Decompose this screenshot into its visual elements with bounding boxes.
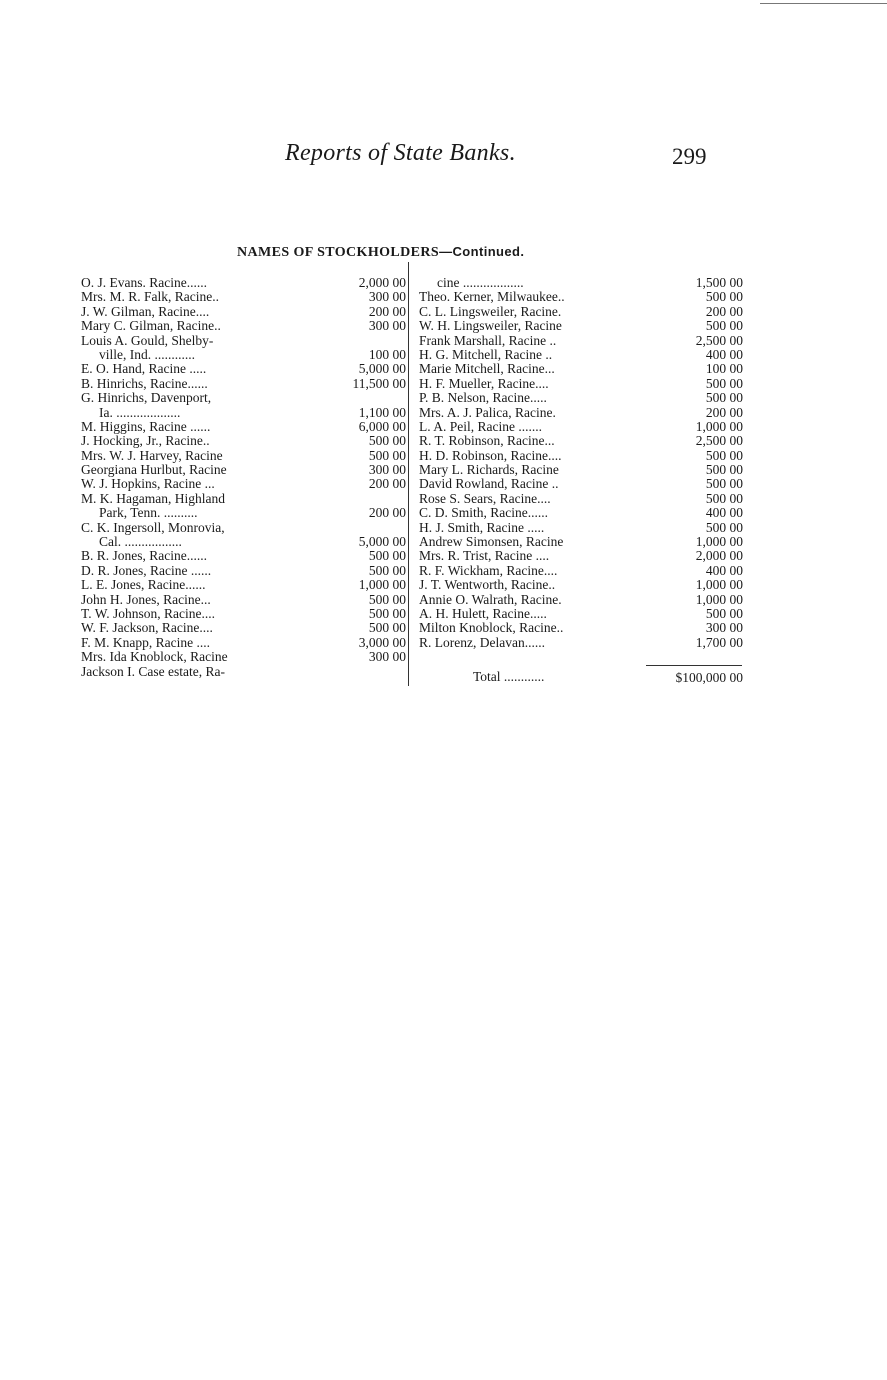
stockholder-amount: 300 00 (368, 318, 406, 334)
stockholder-amount: 1,000 00 (695, 577, 743, 593)
stockholder-amount: 300 00 (368, 649, 406, 665)
stockholder-name: Mrs. Ida Knoblock, Racine (81, 649, 228, 665)
stockholder-amount: 500 00 (368, 447, 406, 463)
stockholder-name: T. W. Johnson, Racine.... (81, 605, 215, 621)
stockholder-amount: 200 00 (368, 505, 406, 521)
stockholder-name: H. G. Mitchell, Racine .. (419, 346, 553, 362)
stockholder-name: F. M. Knapp, Racine .... (81, 634, 211, 650)
stockholder-name: R. Lorenz, Delavan...... (419, 634, 545, 650)
stockholder-amount: 500 00 (705, 289, 743, 305)
stockholder-name: R. F. Wickham, Racine.... (419, 562, 558, 578)
stockholder-name: Mrs. W. J. Harvey, Racine (81, 447, 223, 463)
stockholder-name: Mrs. M. R. Falk, Racine.. (81, 289, 219, 305)
stockholder-name: W. F. Jackson, Racine.... (81, 620, 213, 636)
stockholder-amount: 500 00 (368, 605, 406, 621)
stockholder-name: O. J. Evans. Racine...... (81, 275, 207, 290)
stockholder-name: L. E. Jones, Racine...... (81, 577, 206, 593)
stockholder-name: Jackson I. Case estate, Ra- (81, 663, 225, 679)
stockholder-name: H. J. Smith, Racine ..... (419, 519, 545, 535)
total-amount: $100,000 00 (675, 670, 743, 685)
stockholder-amount: 400 00 (705, 562, 743, 578)
stockholder-amount: 1,700 00 (695, 634, 743, 650)
stockholder-name: Mrs. A. J. Palica, Racine. (419, 404, 556, 420)
stockholder-name: Louis A. Gould, Shelby- (81, 332, 214, 348)
stockholder-name: Ia. ................... (99, 404, 181, 420)
stockholder-name: M. Higgins, Racine ...... (81, 418, 211, 434)
stockholder-name: Marie Mitchell, Racine... (419, 361, 555, 377)
stockholder-amount: 500 00 (705, 490, 743, 506)
stockholder-amount: 500 00 (705, 605, 743, 621)
stockholder-amount: 500 00 (368, 548, 406, 564)
stockholder-name: E. O. Hand, Racine ..... (81, 361, 207, 377)
top-edge-rule (760, 3, 887, 4)
stockholder-amount: 5,000 00 (358, 534, 406, 550)
stockholder-amount: 1,500 00 (695, 275, 743, 290)
stockholder-amount: 300 00 (368, 289, 406, 305)
stockholder-amount: 500 00 (705, 390, 743, 406)
stockholder-name: P. B. Nelson, Racine..... (419, 390, 547, 406)
stockholder-amount: 300 00 (368, 462, 406, 478)
stockholder-amount: 1,100 00 (358, 404, 406, 420)
stockholder-amount: 1,000 00 (358, 577, 406, 593)
stockholder-amount: 100 00 (705, 361, 743, 377)
stockholder-name: Park, Tenn. .......... (99, 505, 198, 521)
stockholder-amount: 500 00 (705, 447, 743, 463)
total-label: Total ............ (473, 669, 545, 684)
stockholder-name: Rose S. Sears, Racine.... (419, 490, 551, 506)
stockholder-name: G. Hinrichs, Davenport, (81, 390, 212, 406)
stockholder-amount: 500 00 (368, 591, 406, 607)
stockholder-name: Georgiana Hurlbut, Racine (81, 462, 227, 478)
column-divider (408, 262, 409, 686)
stockholder-name: John H. Jones, Racine... (81, 591, 211, 607)
stockholder-amount: 300 00 (705, 620, 743, 636)
total-rule (646, 665, 742, 666)
stockholder-amount: 500 00 (705, 519, 743, 535)
section-heading-continued: —Continued. (439, 244, 525, 259)
stockholder-name: R. T. Robinson, Racine... (419, 433, 555, 449)
stockholder-name: A. H. Hulett, Racine..... (419, 605, 547, 621)
stockholder-amount: 2,500 00 (695, 332, 743, 348)
stockholder-amount: 2,000 00 (358, 275, 406, 290)
stockholder-amount: 2,000 00 (695, 548, 743, 564)
stockholder-name: David Rowland, Racine .. (419, 476, 559, 492)
stockholder-amount: 2,500 00 (695, 433, 743, 449)
page-number: 299 (672, 144, 707, 169)
stockholder-name: H. D. Robinson, Racine.... (419, 447, 562, 463)
stockholder-amount: 1,000 00 (695, 418, 743, 434)
stockholder-amount: 500 00 (705, 462, 743, 478)
stockholder-name: C. D. Smith, Racine...... (419, 505, 548, 521)
stockholder-amount: 400 00 (705, 346, 743, 362)
section-heading (237, 244, 524, 261)
running-head-title: Reports of State Banks. (285, 140, 516, 166)
stockholder-name: C. K. Ingersoll, Monrovia, (81, 519, 225, 535)
stockholder-amount: 500 00 (368, 620, 406, 636)
stockholder-name: cine .................. (437, 275, 524, 290)
stockholder-amount: 500 00 (368, 562, 406, 578)
stockholder-name: C. L. Lingsweiler, Racine. (419, 303, 562, 319)
stockholder-amount: 200 00 (705, 404, 743, 420)
stockholder-amount: 400 00 (705, 505, 743, 521)
stockholder-name: J. Hocking, Jr., Racine.. (81, 433, 210, 449)
stockholder-name: Annie O. Walrath, Racine. (419, 591, 562, 607)
stockholder-name: Frank Marshall, Racine .. (419, 332, 557, 348)
stockholder-amount: 11,500 00 (352, 375, 406, 391)
stockholder-name: D. R. Jones, Racine ...... (81, 562, 212, 578)
stockholder-amount: 100 00 (368, 346, 406, 362)
stockholder-name: Milton Knoblock, Racine.. (419, 620, 564, 636)
stockholder-name: H. F. Mueller, Racine.... (419, 375, 549, 391)
stockholder-name: ville, Ind. ............ (99, 346, 195, 362)
stockholder-amount: 1,000 00 (695, 591, 743, 607)
stockholder-amount: 500 00 (705, 318, 743, 334)
stockholder-name: J. T. Wentworth, Racine.. (419, 577, 556, 593)
stockholder-name: B. Hinrichs, Racine...... (81, 375, 208, 391)
stockholder-name: L. A. Peil, Racine ....... (419, 418, 542, 434)
stockholder-name: B. R. Jones, Racine...... (81, 548, 207, 564)
stockholder-amount: 200 00 (705, 303, 743, 319)
section-heading-main: NAMES OF STOCKHOLDERS (237, 245, 440, 260)
stockholder-name: W. J. Hopkins, Racine ... (81, 476, 215, 492)
stockholder-amount: 200 00 (368, 476, 406, 492)
stockholder-amount: 5,000 00 (358, 361, 406, 377)
stockholder-amount: 6,000 00 (358, 418, 406, 434)
stockholder-amount: 1,000 00 (695, 534, 743, 550)
stockholder-amount: 500 00 (705, 476, 743, 492)
stockholder-name: Andrew Simonsen, Racine (419, 534, 564, 550)
stockholder-name: J. W. Gilman, Racine.... (81, 303, 210, 319)
stockholder-name: Mary L. Richards, Racine (419, 462, 559, 478)
stockholder-amount: 3,000 00 (358, 634, 406, 650)
stockholder-name: Cal. ................. (99, 534, 182, 550)
stockholder-name: Theo. Kerner, Milwaukee.. (419, 289, 565, 305)
stockholder-amount: 500 00 (368, 433, 406, 449)
stockholder-amount: 500 00 (705, 375, 743, 391)
stockholder-name: M. K. Hagaman, Highland (81, 490, 225, 506)
stockholder-name: Mrs. R. Trist, Racine .... (419, 548, 550, 564)
stockholder-amount: 200 00 (368, 303, 406, 319)
stockholder-name: W. H. Lingsweiler, Racine (419, 318, 562, 334)
stockholder-name: Mary C. Gilman, Racine.. (81, 318, 221, 334)
